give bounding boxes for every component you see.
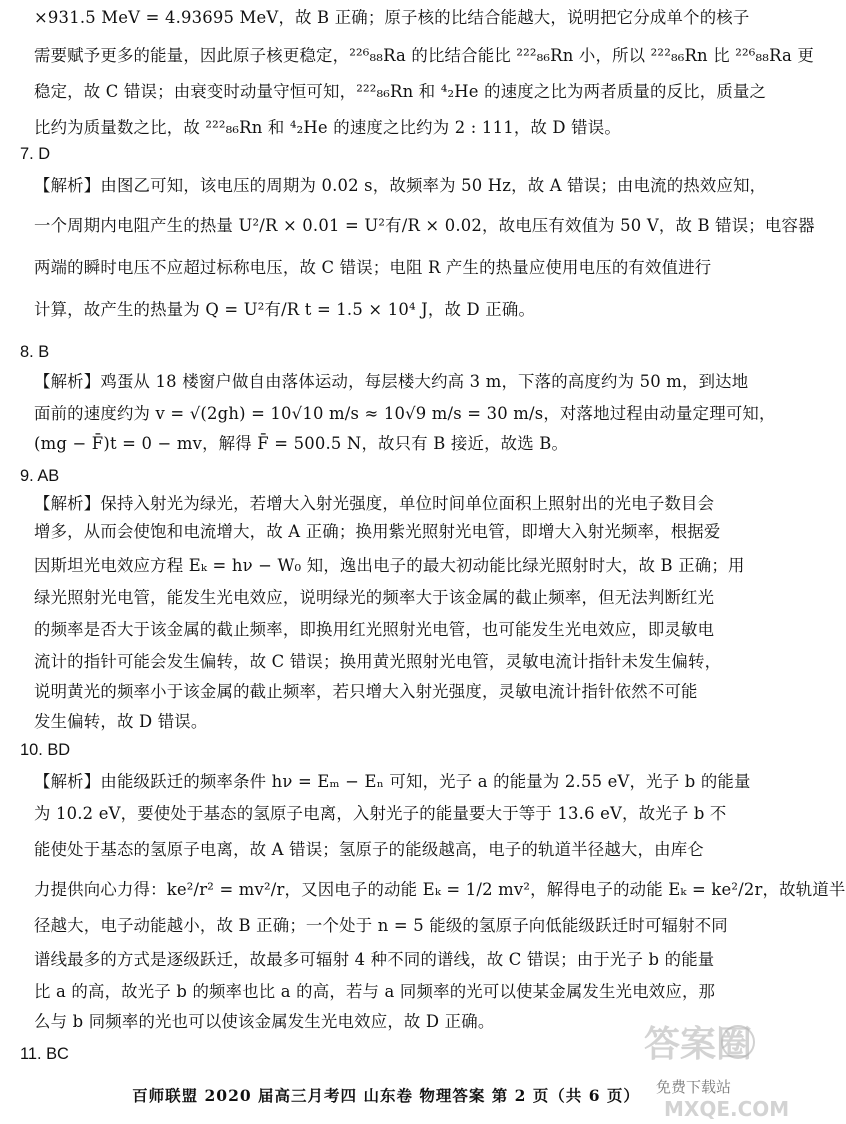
question-number: 7. D	[20, 145, 51, 163]
text-line: 能使处于基态的氢原子电离，故 A 错误；氢原子的能级越高，电子的轨道半径越大，由库仑	[34, 840, 704, 859]
svg-text:答案圈: 答案圈	[644, 1024, 753, 1065]
text-line: 么与 b 同频率的光也可以使该金属发生光电效应，故 D 正确。	[34, 1012, 495, 1031]
text-line: 径越大，电子动能越小，故 B 正确；一个处于 n = 5 能级的氢原子向低能级跃迁时可辐射不同	[34, 916, 728, 935]
text-line: 增多，从而会使饱和电流增大，故 A 正确；换用紫光照射光电管，即增大入射光频率，根据爱	[34, 522, 721, 541]
text-line: 计算，故产生的热量为 Q = U²有/R t = 1.5 × 10⁴ J，故 D 正确。	[34, 300, 536, 319]
text-line: 力提供向心力得：ke²/r² = mv²/r，又因电子的动能 Eₖ = 1/2 mv²，解得电子的动能 Eₖ = ke²/2r，故轨道半	[34, 880, 846, 899]
text-line: ×931.5 MeV = 4.93695 MeV，故 B 正确；原子核的比结合能越大，说明把它分成单个的核子	[34, 8, 750, 27]
page-footer: 百师联盟 2020 届高三月考四 山东卷 物理答案 第 2 页（共 6 页）	[132, 1086, 640, 1105]
text-line: 谱线最多的方式是逐级跃迁，故最多可辐射 4 种不同的谱线，故 C 错误；由于光子 b 的能量	[34, 950, 715, 969]
text-line: 【解析】由图乙可知，该电压的周期为 0.02 s，故频率为 50 Hz，故 A 错误；由电流的热效应知，	[34, 176, 767, 195]
text-line: 说明黄光的频率小于该金属的截止频率，若只增大入射光强度，灵敏电流计指针依然不可能	[34, 682, 698, 701]
text-line: 的频率是否大于该金属的截止频率，即换用红光照射光电管，也可能发生光电效应，即灵敏电	[34, 620, 715, 639]
text-line: 比约为质量数之比，故 ²²²₈₆Rn 和 ⁴₂He 的速度之比约为 2 : 111，故 D 错误。	[34, 118, 621, 137]
text-line: 【解析】鸡蛋从 18 楼窗户做自由落体运动，每层楼大约高 3 m，下落的高度约为 50 m，到达地	[34, 372, 749, 391]
text-line: 比 a 的高，故光子 b 的频率也比 a 的高，若与 a 同频率的光可以使某金属发生光电效应，那	[34, 982, 716, 1001]
text-line: 面前的速度约为 v = √(2gh) = 10√10 m/s ≈ 10√9 m/s = 30 m/s，对落地过程由动量定理可知，	[34, 404, 776, 423]
text-line: 两端的瞬时电压不应超过标称电压，故 C 错误；电阻 R 产生的热量应使用电压的有效值进行	[34, 258, 712, 277]
text-line: (mg − F̄)t = 0 − mv，解得 F̄ = 500.5 N，故只有 B 接近，故选 B。	[34, 434, 569, 453]
text-line: 【解析】由能级跃迁的频率条件 hν = Eₘ − Eₙ 可知，光子 a 的能量为 2.55 eV，光子 b 的能量	[34, 772, 751, 791]
question-number: 8. B	[20, 343, 50, 361]
question-number: 11. BC	[20, 1045, 69, 1063]
text-line: 发生偏转，故 D 错误。	[34, 712, 208, 731]
text-line: 需要赋予更多的能量，因此原子核更稳定，²²⁶₈₈Ra 的比结合能比 ²²²₈₆Rn 小，所以 ²²²₈₆Rn 比 ²²⁶₈₈Ra 更	[34, 46, 814, 65]
text-line: 为 10.2 eV，要使处于基态的氢原子电离，入射光子的能量要大于等于 13.6 eV，故光子 b 不	[34, 804, 727, 823]
svg-text:MXQE.COM: MXQE.COM	[664, 1097, 790, 1121]
svg-text:免费下载站: 免费下载站	[656, 1078, 732, 1096]
text-line: 稳定，故 C 错误；由衰变时动量守恒可知，²²²₈₆Rn 和 ⁴₂He 的速度之比为两者质量的反比，质量之	[34, 82, 767, 101]
watermark-logo	[552, 1020, 790, 1124]
question-number: 10. BD	[20, 741, 71, 759]
text-line: 流计的指针可能会发生偏转，故 C 错误；换用黄光照射光电管，灵敏电流计指针未发生偏转，	[34, 652, 722, 671]
text-line: 因斯坦光电效应方程 Eₖ = hν − W₀ 知，逸出电子的最大初动能比绿光照射时大，故 B 正确；用	[34, 556, 745, 575]
text-line: 【解析】保持入射光为绿光，若增大入射光强度，单位时间单位面积上照射出的光电子数目会	[34, 494, 715, 513]
question-number: 9. AB	[20, 467, 60, 485]
text-line: 绿光照射光电管，能发生光电效应，说明绿光的频率大于该金属的截止频率，但无法判断红光	[34, 588, 715, 607]
text-line: 一个周期内电阻产生的热量 U²/R × 0.01 = U²有/R × 0.02，故电压有效值为 50 V，故 B 错误；电容器	[34, 216, 815, 235]
